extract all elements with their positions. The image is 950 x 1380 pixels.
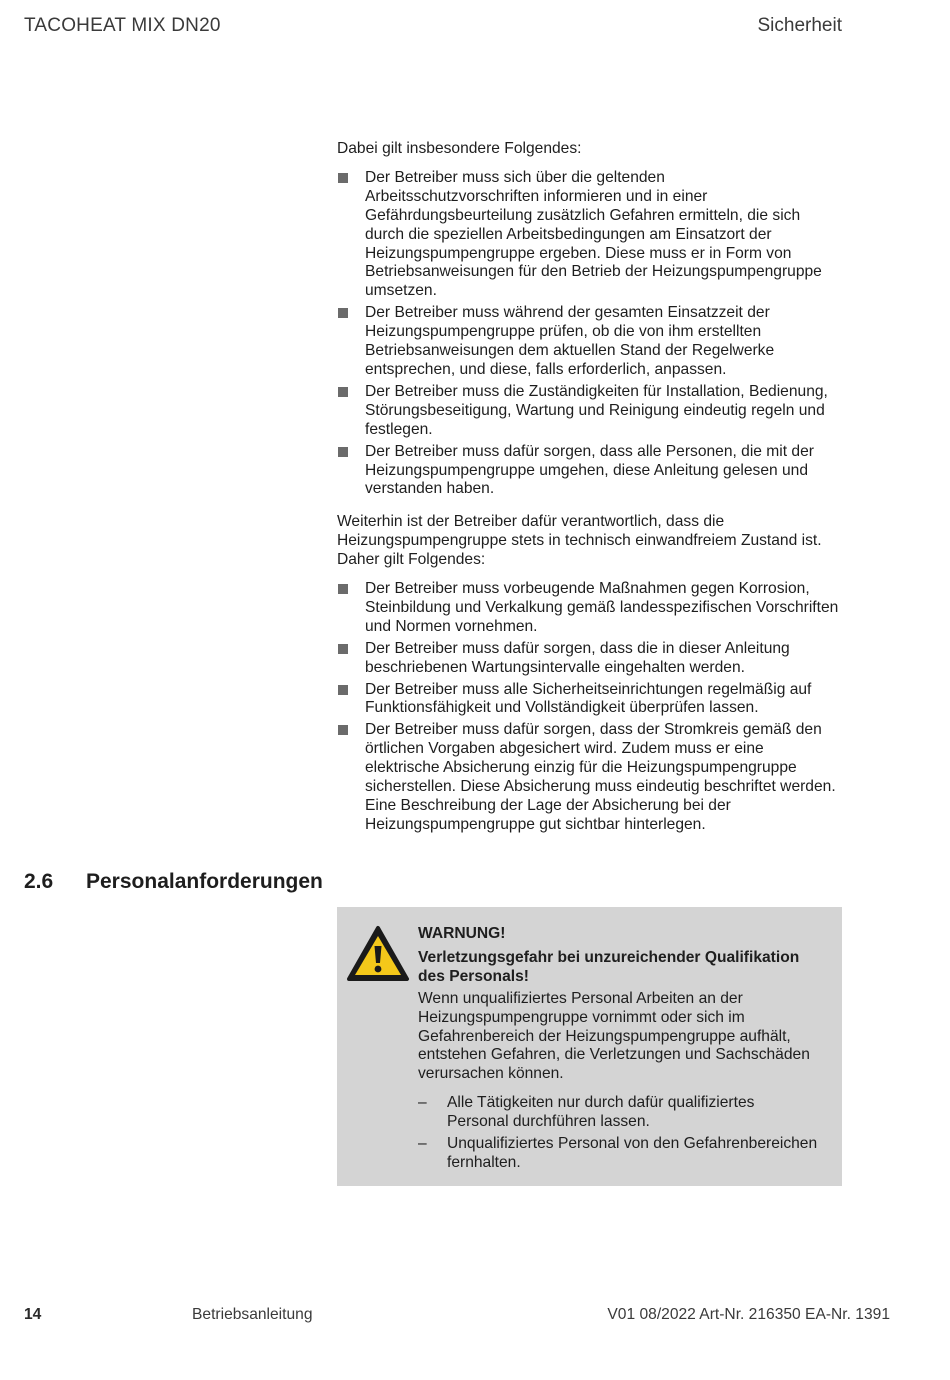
list-item — [418, 1094, 818, 1132]
list-item — [337, 169, 842, 301]
header-product-name: TACOHEAT MIX DN20 — [24, 15, 221, 36]
list-item-text: Der Betreiber muss während der gesamten Einsatzzeit der Heizungspumpengruppe prüfen, ob die von ihm erstellten Betriebsanweisungen dem aktuellen Stand der Regelwerke entsprechen, und diese, falls erforderlich, anpassen. — [365, 304, 775, 378]
square-bullet-icon — [338, 308, 348, 318]
header-chapter-title: Sicherheit — [757, 15, 842, 36]
list-item-text: Der Betreiber muss dafür sorgen, dass alle Personen, die mit der Heizungspumpengruppe umgehen, diese Anleitung gelesen und verstanden haben. — [365, 442, 814, 498]
list-item — [337, 721, 842, 834]
square-bullet-icon — [338, 173, 348, 183]
dash-bullet: – — [418, 1135, 427, 1153]
intro-paragraph: Dabei gilt insbesondere Folgendes: — [337, 140, 582, 157]
warning-body: Wenn unqualifiziertes Personal Arbeiten an der Heizungspumpengruppe vornimmt oder sich im Gefahrenbereich der Heizungspumpengruppe aufhält, entstehen Gefahren, die Verletzungen und Sachschäden verursachen können. — [418, 989, 810, 1083]
list-item — [418, 1135, 818, 1173]
maintenance-duties-list — [337, 580, 842, 835]
section-heading — [24, 870, 323, 894]
section-number: 2.6 — [24, 870, 54, 893]
document-type: Betriebsanleitung — [192, 1306, 313, 1323]
warning-title: WARNUNG! — [418, 925, 506, 942]
list-item — [337, 640, 842, 678]
list-item — [337, 383, 842, 440]
list-item-text: Der Betreiber muss vorbeugende Maßnahmen gegen Korrosion, Steinbildung und Verkalkung gemäß landesspezifischen Vorschriften und Normen vornehmen. — [365, 580, 839, 635]
warning-text — [418, 925, 818, 1176]
list-item — [337, 580, 842, 637]
section-title: Personalanforderungen — [86, 870, 323, 893]
dash-bullet: – — [418, 1094, 427, 1112]
operator-duties-list — [337, 169, 842, 499]
warning-triangle-icon — [346, 925, 410, 983]
square-bullet-icon — [338, 685, 348, 695]
responsibility-paragraph: Weiterhin ist der Betreiber dafür verantwortlich, dass die Heizungspumpengruppe stets in technisch einwandfreiem Zustand ist. Daher gilt Folgendes: — [337, 513, 822, 569]
list-item-text: Der Betreiber muss dafür sorgen, dass die in dieser Anleitung beschriebenen Wartungsintervalle eingehalten werden. — [365, 639, 790, 676]
square-bullet-icon — [338, 387, 348, 397]
list-item-text: Alle Tätigkeiten nur durch dafür qualifiziertes Personal durchführen lassen. — [447, 1094, 755, 1131]
warning-measures-list — [418, 1094, 818, 1173]
list-item-text: Unqualifiziertes Personal von den Gefahrenbereichen fernhalten. — [447, 1135, 818, 1171]
list-item-text: Der Betreiber muss sich über die geltenden Arbeitsschutzvorschriften informieren und in einer Gefährdungsbeurteilung zusätzlich Gefahren ermitteln, die sich durch die speziellen Arbeitsbedingungen am Einsatzort der Heizungspumpengruppe ergeben. Diese muss er in Form von Betriebsanweisungen für den Betrieb der Heizungspumpengruppe umsetzen. — [365, 168, 822, 300]
warning-subtitle: Verletzungsgefahr bei unzureichender Qualifikation des Personals! — [418, 948, 800, 985]
list-item — [337, 443, 842, 500]
document-reference: V01 08/2022 Art-Nr. 216350 EA-Nr. 1391 — [607, 1306, 890, 1323]
square-bullet-icon — [338, 644, 348, 654]
list-item-text: Der Betreiber muss alle Sicherheitseinrichtungen regelmäßig auf Funktionsfähigkeit und Vollständigkeit überprüfen lassen. — [365, 680, 812, 717]
list-item — [337, 681, 842, 719]
warning-box — [337, 907, 842, 1186]
square-bullet-icon — [338, 447, 348, 457]
square-bullet-icon — [338, 725, 348, 735]
list-item-text: Der Betreiber muss dafür sorgen, dass der Stromkreis gemäß den örtlichen Vorgaben abgesichert wird. Zudem muss er eine elektrische Absicherung einzig für die Heizungspumpengruppe sicherstellen. Diese Absicherung muss eindeutig beschriftet werden. Eine Beschreibung der Lage der Absicherung bei der Heizungspumpengruppe gut sichtbar hinterlegen. — [365, 721, 836, 833]
list-item — [337, 304, 842, 380]
list-item-text: Der Betreiber muss die Zuständigkeiten für Installation, Bedienung, Störungsbeseitigung, Wartung und Reinigung eindeutig regeln und festlegen. — [365, 382, 828, 438]
square-bullet-icon — [338, 584, 348, 594]
page-number: 14 — [24, 1306, 42, 1323]
main-content — [337, 140, 842, 849]
